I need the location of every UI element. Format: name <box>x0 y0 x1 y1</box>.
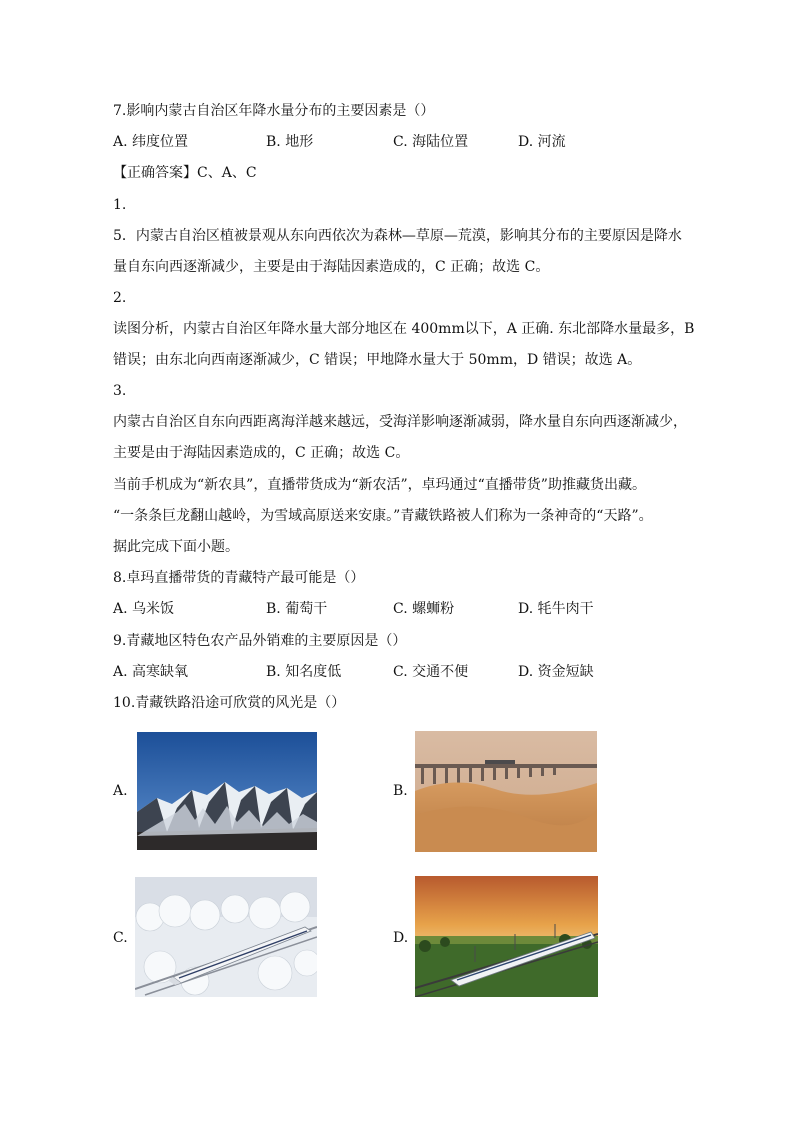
q8-option-b: B. 葡萄干 <box>266 601 328 617</box>
explanation-3-line-1: 内蒙古自治区自东向西距离海洋越来越远，受海洋影响逐渐减弱，降水量自东向西逐渐减少， <box>113 414 687 430</box>
passage-line-3: 据此完成下面小题。 <box>113 539 239 555</box>
explanation-3-line-2: 主要是由于海陆因素造成的，C 正确；故选 C。 <box>113 445 410 461</box>
q8-option-d: D. 牦牛肉干 <box>518 601 594 617</box>
explanation-3-number: 3. <box>113 383 127 399</box>
explanation-2-number: 2. <box>113 290 127 306</box>
passage-line-2: “一条条巨龙翻山越岭，为雪域高原送来安康。”青藏铁路被人们称为一条神奇的“天路”。 <box>113 508 653 524</box>
q10-label-d: D. <box>393 930 409 946</box>
q9-stem: 9.青藏地区特色农产品外销难的主要原因是（） <box>113 633 407 649</box>
q10-label-b: B. <box>393 783 408 799</box>
passage-line-1: 当前手机成为“新农具”，直播带货成为“新农活”，卓玛通过“直播带货”助推藏货出藏。 <box>113 477 646 493</box>
q7-option-c: C. 海陆位置 <box>393 134 469 150</box>
q9-option-a: A. 高寒缺氧 <box>113 664 189 680</box>
q7-option-d: D. 河流 <box>518 134 566 150</box>
q7-option-b: B. 地形 <box>266 134 314 150</box>
snow-train-image <box>135 877 317 997</box>
explanation-1-line-1: 5．内蒙古自治区植被景观从东向西依次为森林—草原—荒漠，影响其分布的主要原因是降水 <box>113 228 682 244</box>
explanation-2-line-1: 读图分析，内蒙古自治区年降水量大部分地区在 400mm以下，A 正确. 东北部降水量最多，B <box>113 321 695 337</box>
snow-mountain-image <box>137 732 317 850</box>
q8-option-c: C. 螺蛳粉 <box>393 601 455 617</box>
explanation-1-number: 1. <box>113 197 127 213</box>
explanation-2-line-2: 错误；由东北向西南逐渐减少，C 错误；甲地降水量大于 50mm，D 错误；故选 A。 <box>113 352 642 368</box>
answer-line: 【正确答案】C、A、C <box>113 165 257 181</box>
q8-option-a: A. 乌米饭 <box>113 601 175 617</box>
q9-option-d: D. 资金短缺 <box>518 664 594 680</box>
sunset-train-image <box>415 876 598 997</box>
q8-stem: 8.卓玛直播带货的青藏特产最可能是（） <box>113 570 365 586</box>
q7-stem: 7.影响内蒙古自治区年降水量分布的主要因素是（） <box>113 103 435 119</box>
q9-option-b: B. 知名度低 <box>266 664 342 680</box>
q10-label-a: A. <box>113 783 128 799</box>
q7-option-a: A. 纬度位置 <box>113 134 189 150</box>
q9-option-c: C. 交通不便 <box>393 664 469 680</box>
explanation-1-line-2: 量自东向西逐渐减少，主要是由于海陆因素造成的，C 正确；故选 C。 <box>113 259 550 275</box>
q10-label-c: C. <box>113 930 128 946</box>
q10-stem: 10.青藏铁路沿途可欣赏的风光是（） <box>113 695 346 711</box>
desert-viaduct-image <box>415 731 597 852</box>
